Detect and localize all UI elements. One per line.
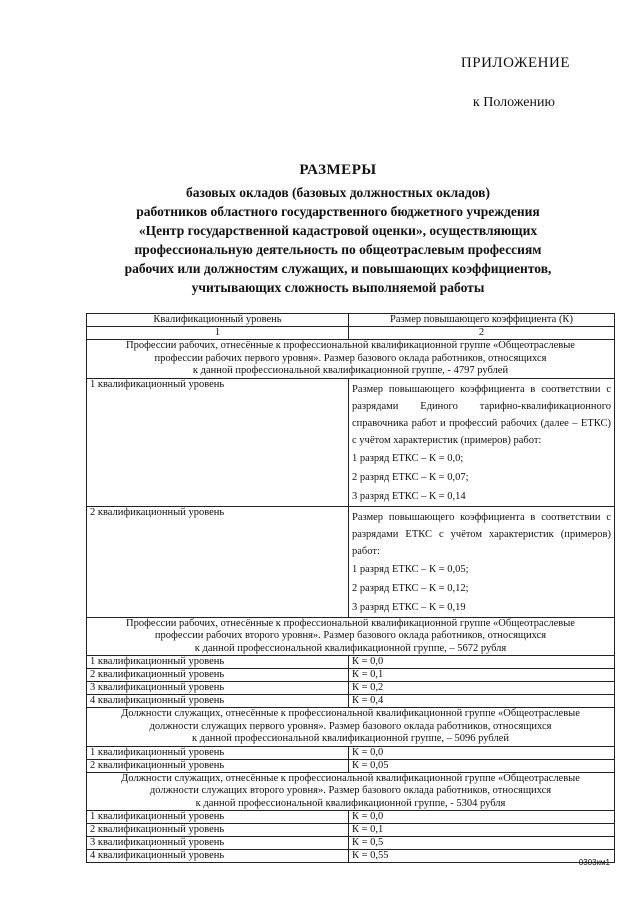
col-header-coefficient: Размер повышающего коэффициента (К) bbox=[349, 314, 615, 327]
coefficient-cell: К = 0,1 bbox=[349, 669, 615, 682]
title-line: рабочих или должностям служащих, и повышающих коэффициентов, bbox=[124, 261, 552, 276]
table-number-row bbox=[87, 327, 615, 340]
title-line: работников областного государственного бюджетного учреждения bbox=[136, 204, 540, 219]
col-number-2: 2 bbox=[349, 327, 615, 340]
table-row bbox=[87, 378, 615, 506]
coefficient-cell: К = 0,2 bbox=[349, 682, 615, 695]
table-row bbox=[87, 850, 615, 863]
col-number-1: 1 bbox=[87, 327, 349, 340]
coefficients-table bbox=[86, 313, 615, 863]
table-row bbox=[87, 824, 615, 837]
appendix-label: ПРИЛОЖЕНИЕ bbox=[460, 55, 570, 71]
group-caption-line: Должности служащих, отнесённые к профессиональной квалификационной группе «Общеотраслевые bbox=[121, 708, 580, 719]
table-row bbox=[87, 695, 615, 708]
group-caption bbox=[87, 340, 615, 379]
table-row bbox=[87, 656, 615, 669]
group-caption-line: должности служащих первого уровня». Размер базового оклада работников, относящихся bbox=[149, 720, 552, 732]
coefficient-cell bbox=[349, 506, 615, 617]
title-line: профессиональную деятельность по общеотраслевым профессиям bbox=[134, 242, 542, 257]
table-header-row bbox=[87, 314, 615, 327]
grade-item: 1 разряд ЕТКС – К = 0,05; bbox=[352, 563, 469, 575]
coefficient-description: Размер повышающего коэффициента в соответствии с разрядами ЕТКС с учётом характеристик (примеров) работ: bbox=[352, 511, 611, 557]
to-regulation-label: к Положению bbox=[472, 95, 555, 110]
coefficient-cell: К = 0,0 bbox=[349, 811, 615, 824]
coefficient-cell: К = 0,4 bbox=[349, 695, 615, 708]
coefficient-cell: К = 0,55 bbox=[349, 850, 615, 863]
group-row-employees-2 bbox=[87, 772, 615, 811]
grade-item: 2 разряд ЕТКС – К = 0,12; bbox=[352, 582, 469, 594]
coefficient-description: Размер повышающего коэффициента в соответствии с разрядами Единого тарифно-квалификационного справочника работ и профессий рабочих (далее – ЕТКС) с учётом характеристик (примеров) работ: bbox=[352, 383, 611, 446]
table-row bbox=[87, 682, 615, 695]
col-header-level: Квалификационный уровень bbox=[87, 314, 349, 327]
group-row-employees-1 bbox=[87, 708, 615, 747]
table-row bbox=[87, 506, 615, 617]
level-cell: 3 квалификационный уровень bbox=[87, 837, 349, 850]
level-cell: 1 квалификационный уровень bbox=[87, 746, 349, 759]
group-row-workers-2 bbox=[87, 617, 615, 656]
coefficient-cell bbox=[349, 378, 615, 506]
group-caption-line: должности служащих второго уровня». Размер базового оклада работников, относящихся bbox=[149, 785, 552, 796]
table-row bbox=[87, 746, 615, 759]
coefficient-cell: К = 0,0 bbox=[349, 746, 615, 759]
coefficient-cell: К = 0,5 bbox=[349, 837, 615, 850]
table-row bbox=[87, 811, 615, 824]
title-line: учитывающих сложность выполняемой работы bbox=[191, 280, 485, 295]
table-row bbox=[87, 837, 615, 850]
group-caption bbox=[87, 772, 615, 811]
grade-item: 3 разряд ЕТКС – К = 0,14 bbox=[352, 490, 466, 502]
level-cell: 2 квалификационный уровень bbox=[87, 506, 349, 617]
grade-item: 3 разряд ЕТКС – К = 0,19 bbox=[352, 601, 466, 613]
level-cell: 3 квалификационный уровень bbox=[87, 682, 349, 695]
group-caption-line: к данной профессиональной квалификационной группе, – 5672 рубля bbox=[194, 642, 507, 654]
appendix-header bbox=[461, 56, 570, 110]
level-cell: 4 квалификационный уровень bbox=[87, 695, 349, 708]
group-caption-line: профессии рабочих второго уровня». Размер базового оклада работников, относящихся bbox=[154, 630, 547, 641]
group-caption-line: к данной профессиональной квалификационной группе, – 5096 рублей bbox=[192, 733, 509, 744]
table-row bbox=[87, 669, 615, 682]
grade-item: 2 разряд ЕТКС – К = 0,07; bbox=[352, 471, 469, 483]
level-cell: 2 квалификационный уровень bbox=[87, 824, 349, 837]
group-caption bbox=[87, 617, 615, 656]
group-caption-line: Профессии рабочих, отнесённые к профессиональной квалификационной группе «Общеотраслевые bbox=[126, 340, 575, 351]
table-row bbox=[87, 759, 615, 772]
level-cell: 4 квалификационный уровень bbox=[87, 850, 349, 863]
title-line: базовых окладов (базовых должностных окладов) bbox=[186, 185, 490, 200]
group-caption bbox=[87, 708, 615, 747]
title-line: «Центр государственной кадастровой оценки», осуществляющих bbox=[138, 223, 538, 238]
level-cell: 2 квалификационный уровень bbox=[87, 669, 349, 682]
group-caption-line: к данной профессиональной квалификационной группе, - 4797 рублей bbox=[192, 365, 509, 376]
coefficient-cell: К = 0,1 bbox=[349, 824, 615, 837]
group-caption-line: профессии рабочих первого уровня». Размер базового оклада работников, относящихся bbox=[154, 352, 547, 364]
level-cell: 1 квалификационный уровень bbox=[87, 656, 349, 669]
level-cell: 2 квалификационный уровень bbox=[87, 759, 349, 772]
title-heading: РАЗМЕРЫ bbox=[299, 162, 377, 178]
coefficient-cell: К = 0,0 bbox=[349, 656, 615, 669]
level-cell: 1 квалификационный уровень bbox=[87, 811, 349, 824]
group-caption-line: Должности служащих, отнесённые к профессиональной квалификационной группе «Общеотраслевые bbox=[121, 772, 580, 784]
document-title bbox=[78, 162, 598, 297]
group-row-workers-1 bbox=[87, 340, 615, 379]
group-caption-line: Профессии рабочих, отнесённые к профессиональной квалификационной группе «Общеотраслевые bbox=[126, 617, 575, 629]
group-caption-line: к данной профессиональной квалификационной группе, - 5304 рубля bbox=[195, 797, 506, 809]
coefficient-cell: К = 0,05 bbox=[349, 759, 615, 772]
level-cell: 1 квалификационный уровень bbox=[87, 378, 349, 506]
grade-item: 1 разряд ЕТКС – К = 0,0; bbox=[352, 452, 464, 464]
document-code: 0303км1 bbox=[578, 858, 610, 867]
